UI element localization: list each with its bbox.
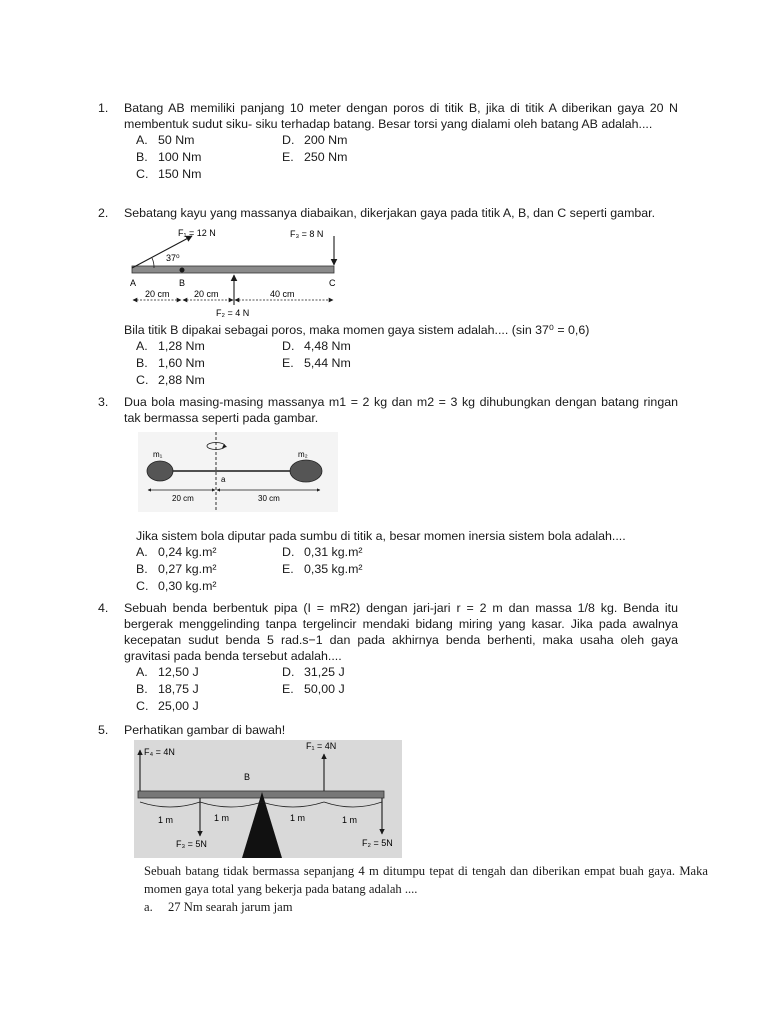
angle-label: 37⁰ (166, 253, 180, 263)
option-a[interactable]: A. 12,50 J (136, 665, 199, 679)
point-c-label: C (329, 278, 336, 288)
option-c[interactable]: C. 25,00 J (136, 699, 199, 713)
question-3 (98, 394, 678, 426)
option-c[interactable]: C. 2,88 Nm (136, 373, 205, 387)
option-d[interactable]: D. 31,25 J (282, 665, 345, 679)
question-number: 4. (98, 601, 109, 615)
force-f1-label: F₁ = 12 N (178, 228, 216, 238)
mass-m2-label: m₂ (298, 450, 308, 459)
force-f3-label: F₃ = 5N (176, 839, 207, 849)
options (136, 664, 678, 716)
question-text: Batang AB memiliki panjang 10 meter dengan poros di titik B, jika di titik A diberikan gaya 20 N membentuk sudut siku- siku terhadap batang. Besar torsi yang dialami oleh batang AB adalah.... (124, 101, 678, 131)
rotating-masses-diagram (138, 432, 338, 512)
option-d[interactable]: D. 200 Nm (282, 133, 348, 147)
question-text: Dua bola masing-masing massanya m1 = 2 kg dan m2 = 3 kg dihubungkan dengan batang ringan tak bermassa seperti pada gambar. (124, 395, 678, 425)
point-a-label: A (130, 278, 137, 288)
option-a[interactable]: a. 27 Nm searah jarum jam (144, 900, 293, 914)
beam (132, 266, 334, 273)
question-text: Perhatikan gambar di bawah! (124, 723, 286, 737)
point-b-label: B (244, 772, 251, 782)
question-2 (98, 205, 678, 221)
option-b[interactable]: B. 1,60 Nm (136, 356, 205, 370)
options (136, 338, 684, 390)
mass-m1-label: m₁ (153, 450, 163, 459)
question-number: 1. (98, 101, 109, 115)
option-d[interactable]: D. 0,31 kg.m² (282, 545, 363, 559)
beam-torque-diagram (134, 740, 402, 858)
pivot-point (180, 268, 185, 273)
pivot-a-label: a (221, 475, 226, 484)
force-f2-label: F₂ = 5N (362, 838, 393, 848)
dimension-label-right: 30 cm (258, 494, 280, 503)
option-a[interactable]: A. 0,24 kg.m² (136, 545, 217, 559)
option-c[interactable]: C. 150 Nm (136, 167, 202, 181)
mass-m1 (147, 461, 173, 481)
segment-label-4: 1 m (342, 815, 358, 825)
force-f2-label: F₂ = 4 N (216, 308, 250, 318)
question-number: 3. (98, 395, 109, 409)
option-a[interactable]: A. 50 Nm (136, 133, 195, 147)
mass-m2 (290, 460, 322, 482)
option-b[interactable]: B. 0,27 kg.m² (136, 562, 217, 576)
lever-force-diagram (120, 222, 350, 322)
option-a[interactable]: A. 1,28 Nm (136, 339, 205, 353)
dimension-label-1: 20 cm (145, 289, 170, 299)
force-f1-arrow (132, 236, 192, 268)
question-text-after-figure: Sebuah batang tidak bermassa sepanjang 4 m ditumpu tepat di tengah dan diberikan empat buah gaya. Maka momen gaya total yang bekerja pada batang adalah .... (144, 864, 708, 896)
segment-label-3: 1 m (290, 813, 306, 823)
force-f3-label: F₃ = 8 N (290, 229, 324, 239)
segment-label-2: 1 m (214, 813, 230, 823)
option-e[interactable]: E. 250 Nm (282, 150, 348, 164)
force-f1-label: F₁ = 4N (306, 741, 337, 751)
question-5 (98, 722, 678, 738)
force-f4-label: F₄ = 4N (144, 747, 175, 757)
segment-label-1: 1 m (158, 815, 174, 825)
options (136, 544, 696, 596)
dimension-label-2: 20 cm (194, 289, 219, 299)
option-e[interactable]: E. 50,00 J (282, 682, 345, 696)
question-2-continuation (124, 322, 684, 390)
option-e[interactable]: E. 5,44 Nm (282, 356, 351, 370)
question-3-continuation (136, 528, 696, 596)
dimension-label-left: 20 cm (172, 494, 194, 503)
options (136, 132, 678, 184)
option-b[interactable]: B. 18,75 J (136, 682, 199, 696)
option-e[interactable]: E. 0,35 kg.m² (282, 562, 363, 576)
question-1 (98, 100, 678, 184)
question-number: 2. (98, 206, 109, 220)
question-number: 5. (98, 723, 109, 737)
option-c[interactable]: C. 0,30 kg.m² (136, 579, 217, 593)
option-b[interactable]: B. 100 Nm (136, 150, 202, 164)
question-text: Sebuah benda berbentuk pipa (I = mR2) dengan jari-jari r = 2 m dan massa 1/8 kg. Benda itu bergerak menggelinding tanpa tergelincir mendaki bidang miring yang kasar. Jika pada awalnya kecepatan sudut benda 5 rad.s−1 dan pada akhirnya benda berhenti, maka usaha oleh gaya gravitasi pada benda tersebut adalah.... (124, 601, 678, 663)
question-text: Sebatang kayu yang massanya diabaikan, dikerjakan gaya pada titik A, B, dan C seperti gambar. (124, 206, 656, 220)
question-4 (98, 600, 678, 716)
question-text-after-figure: Jika sistem bola diputar pada sumbu di titik a, besar momen inersia sistem bola adalah.... (136, 529, 626, 543)
dimension-label-3: 40 cm (270, 289, 295, 299)
point-b-label: B (179, 278, 186, 288)
question-5-continuation (144, 862, 708, 916)
question-text-after-figure: Bila titik B dipakai sebagai poros, maka momen gaya sistem adalah.... (sin 37⁰ = 0,6) (124, 323, 590, 337)
option-d[interactable]: D. 4,48 Nm (282, 339, 351, 353)
